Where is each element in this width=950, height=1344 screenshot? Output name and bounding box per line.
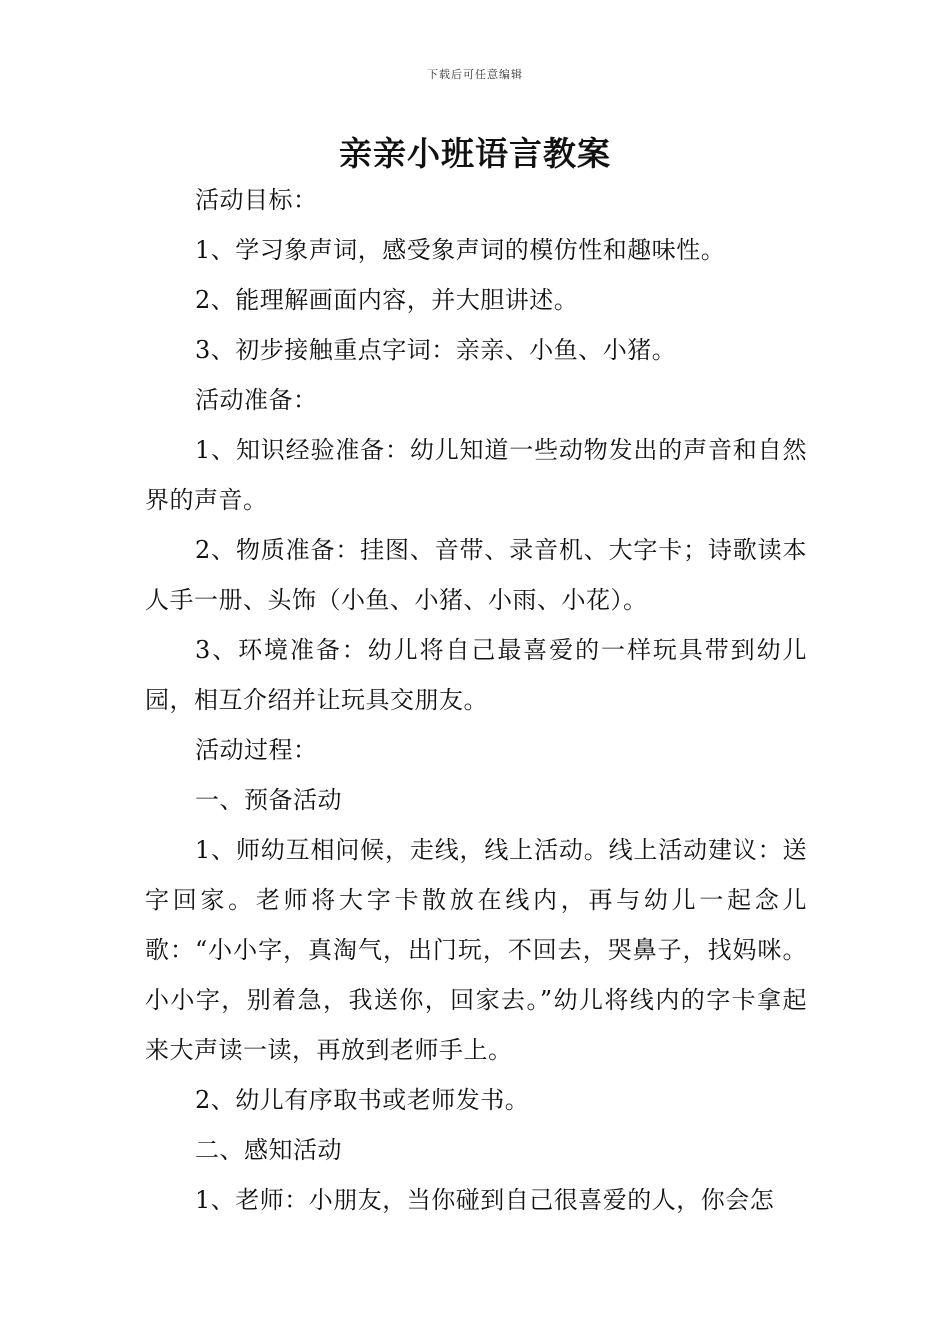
preparation-item-1: 1、知识经验准备：幼儿知道一些动物发出的声音和自然界的声音。 (145, 436, 807, 514)
section-heading-process: 活动过程： (195, 736, 318, 764)
preparation-item-2: 2、物质准备：挂图、音带、录音机、大字卡；诗歌读本人手一册、头饰（小鱼、小猪、小雨、小花）。 (145, 536, 807, 614)
process-part-2-item-1: 1、老师：小朋友，当你碰到自己很喜爱的人，你会怎 (195, 1186, 775, 1214)
process-part-1-heading: 一、预备活动 (195, 786, 342, 814)
objective-item-1: 1、学习象声词，感受象声词的模仿性和趣味性。 (195, 236, 726, 264)
section-heading-preparation: 活动准备： (195, 386, 318, 414)
objective-item-2: 2、能理解画面内容，并大胆讲述。 (195, 286, 579, 314)
objective-item-3: 3、初步接触重点字词：亲亲、小鱼、小猪。 (195, 336, 677, 364)
section-heading-objectives: 活动目标： (195, 186, 318, 214)
document-title: 亲亲小班语言教案 (339, 134, 611, 173)
process-part-1-item-1: 1、师幼互相问候，走线，线上活动。线上活动建议：送字回家。老师将大字卡散放在线内，再与幼儿一起念儿歌：“小小字，真淘气，出门玩，不回去，哭鼻子，找妈咪。小小字，别着急，我送你，回家去。”幼儿将线内的字卡拿起来大声读一读，再放到老师手上。 (145, 836, 807, 1064)
page-header-note: 下载后可任意编辑 (427, 68, 523, 81)
process-part-2-heading: 二、感知活动 (195, 1136, 342, 1164)
document-body (145, 175, 807, 1225)
process-part-1-item-2: 2、幼儿有序取书或老师发书。 (195, 1086, 530, 1114)
preparation-item-3: 3、环境准备：幼儿将自己最喜爱的一样玩具带到幼儿园，相互介绍并让玩具交朋友。 (145, 636, 807, 714)
